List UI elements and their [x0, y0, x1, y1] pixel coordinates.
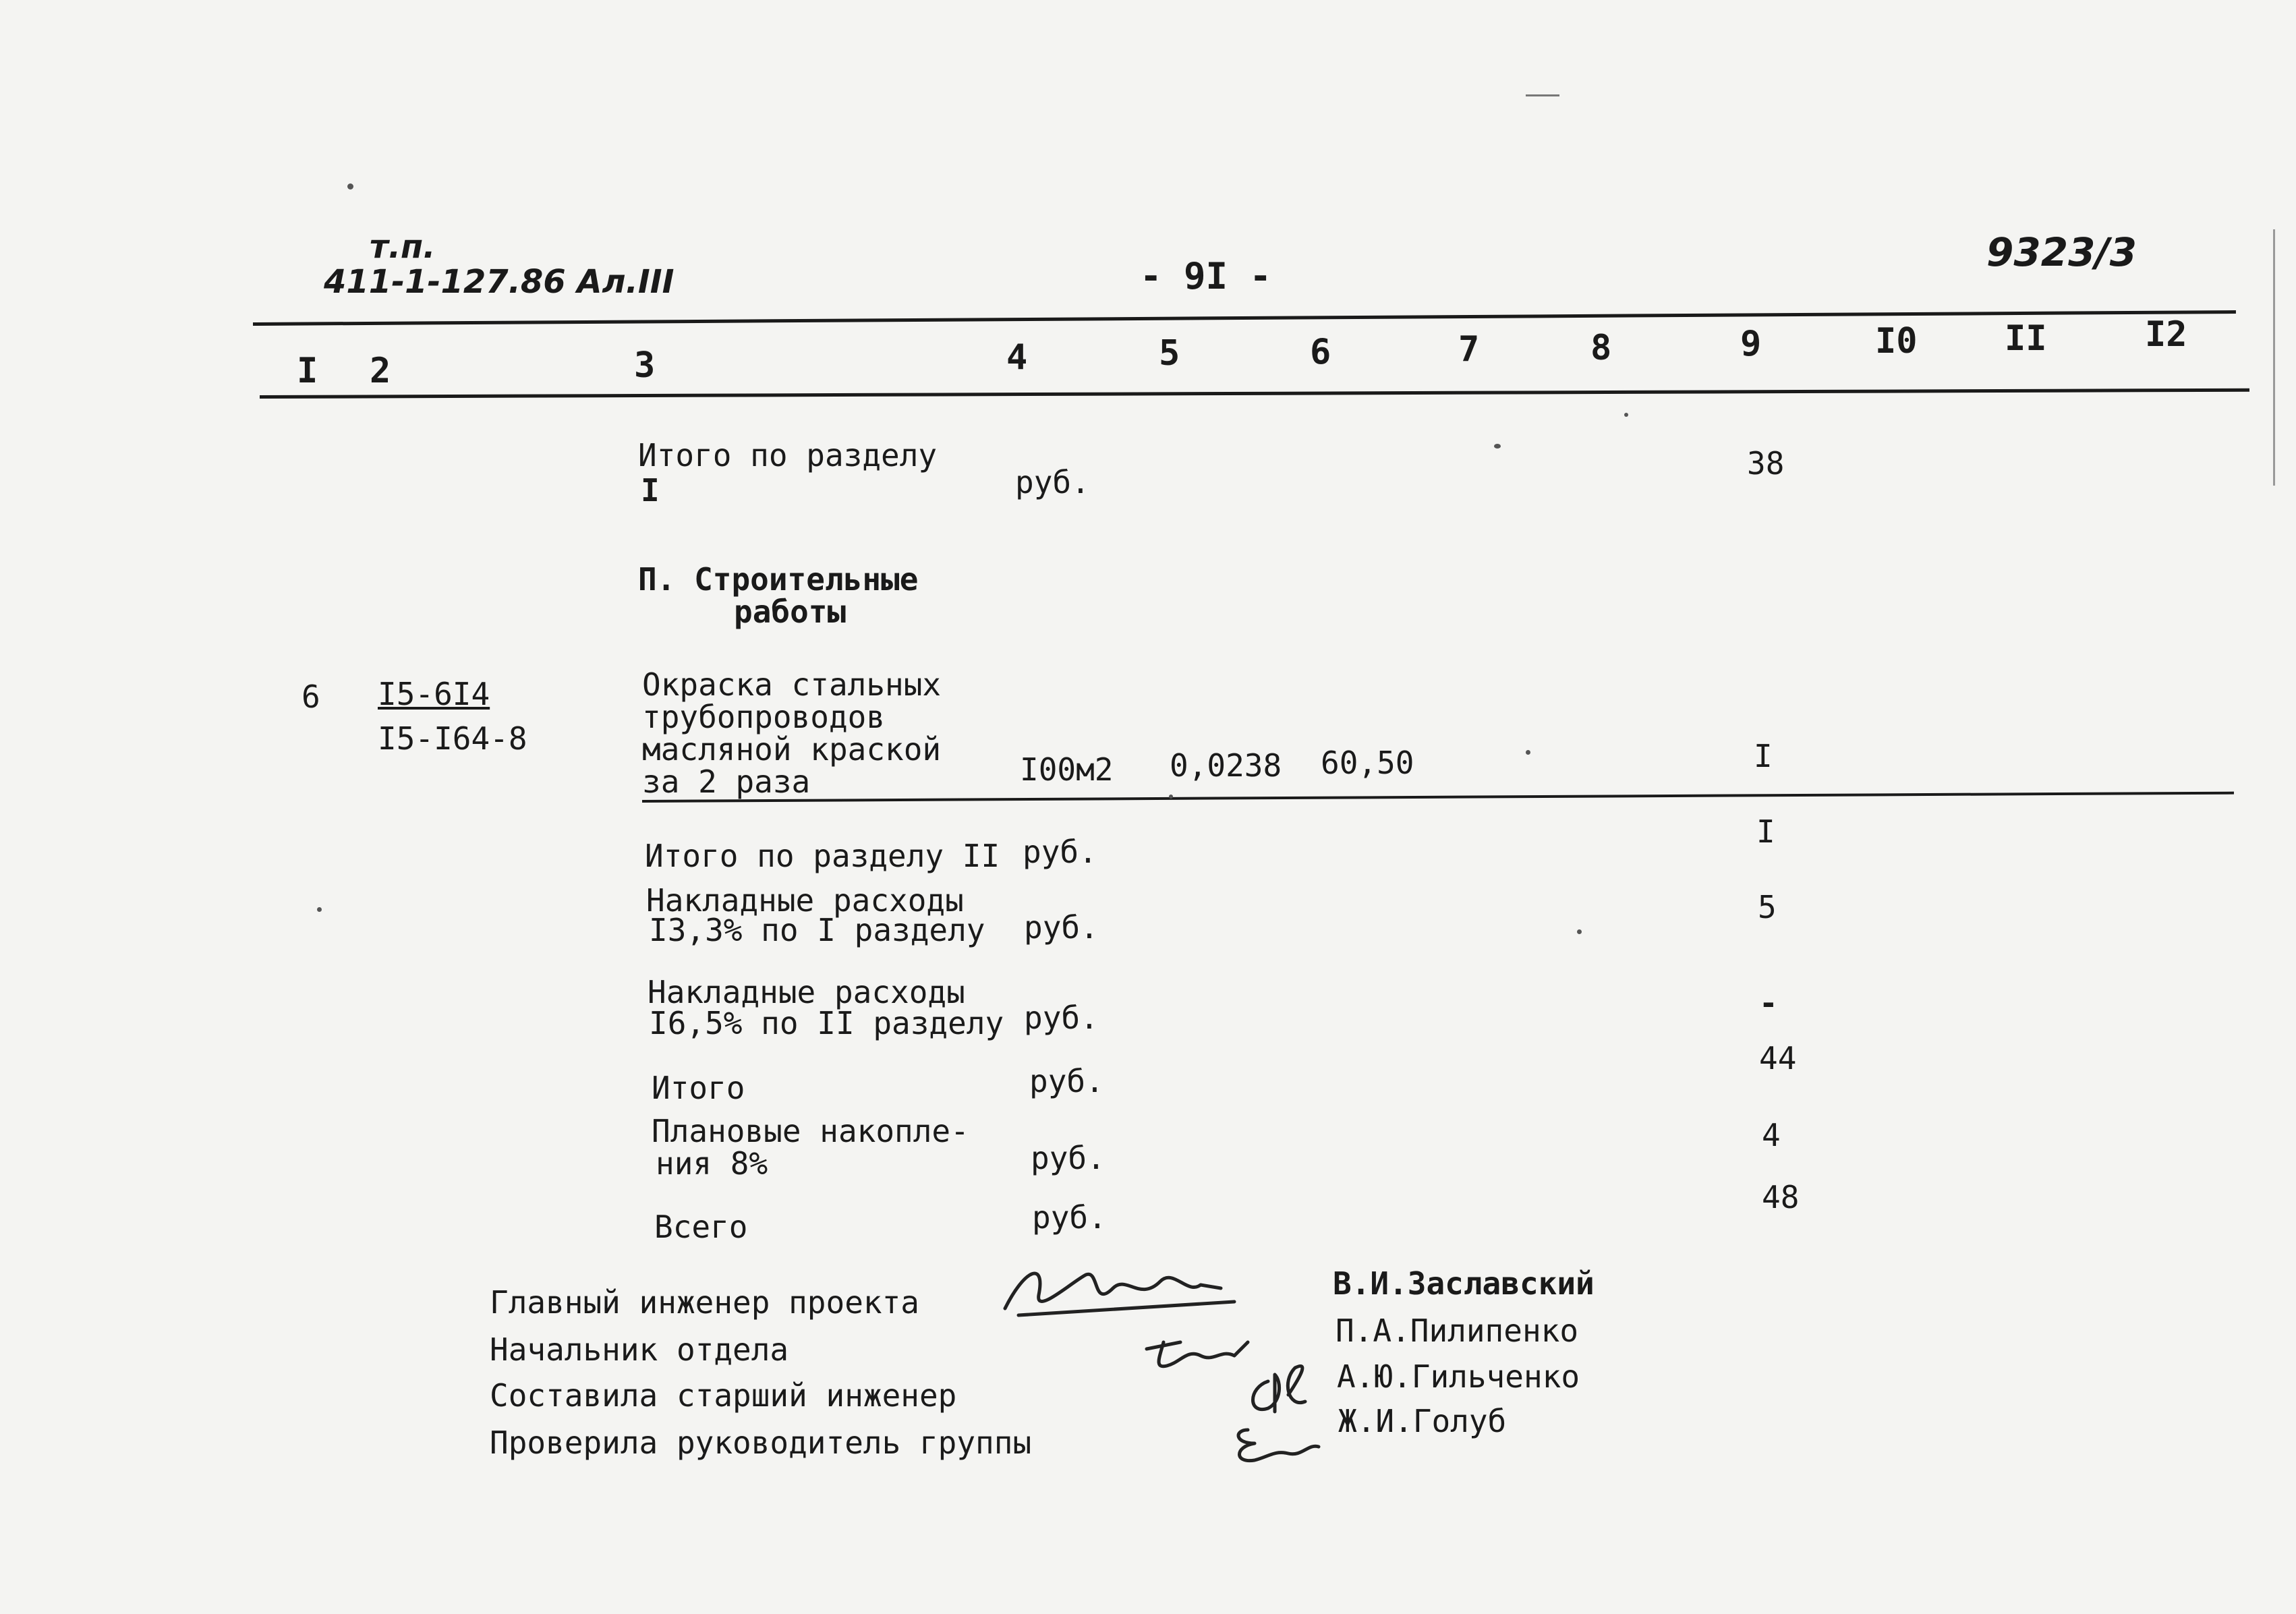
section-2-title: П. Строительные — [638, 561, 919, 598]
overhead-1-label: Накладные расходы — [646, 882, 964, 919]
item-6-desc-line-2: трубопроводов — [642, 699, 886, 735]
total-section-2-label: Итого по разделу II — [645, 838, 1000, 874]
item-6-desc-line-3: масляной краской — [642, 731, 942, 768]
total-section-1-num: I — [641, 472, 660, 509]
vsego-label: Всего — [654, 1209, 748, 1245]
item-6-code-main: I5-6I4 — [378, 676, 490, 712]
signature-name-pilipenko: П.А.Пилипенко — [1336, 1313, 1579, 1349]
overhead-2-sublabel: I6,5% по II разделу — [649, 1005, 1004, 1041]
col-header-10: I0 — [1875, 321, 1918, 362]
total-section-1-value: 38 — [1747, 445, 1785, 482]
overhead-1-sublabel: I3,3% по I разделу — [649, 912, 985, 948]
item-6-desc-line-1: Окраска стальных — [642, 666, 942, 703]
planned-value: 4 — [1762, 1117, 1781, 1153]
item-6-price: 60,50 — [1321, 745, 1414, 781]
total-section-1-label: Итого по разделу — [638, 437, 938, 473]
col-header-11: II — [2005, 318, 2047, 359]
scan-dash — [2273, 229, 2275, 486]
signature-role-chief-engineer: Главный инженер проекта — [490, 1284, 919, 1321]
signature-name-zaslavsky: В.И.Заславский — [1333, 1265, 1595, 1302]
header-bottom-rule — [260, 388, 2249, 399]
signature-role-senior-engineer: Составила старший инженер — [490, 1377, 957, 1414]
handwritten-signature-1 — [998, 1255, 1255, 1329]
handwritten-signature-3 — [1241, 1354, 1315, 1422]
col-header-7: 7 — [1458, 329, 1480, 370]
signature-name-gilchenko: А.Ю.Гильченко — [1337, 1358, 1580, 1395]
scan-speck — [1169, 795, 1173, 799]
overhead-1-unit: руб. — [1024, 909, 1099, 946]
planned-sublabel: ния 8% — [656, 1145, 768, 1182]
tp-label: т.п. — [370, 228, 436, 266]
scan-speck — [1624, 413, 1628, 417]
total-section-2-value: I — [1756, 813, 1775, 850]
item-6-quantity: 0,0238 — [1170, 747, 1282, 784]
planned-unit: руб. — [1031, 1140, 1106, 1176]
scan-speck — [317, 907, 322, 912]
section-2-subtitle: работы — [734, 594, 846, 630]
planned-label: Плановые накопле- — [652, 1113, 969, 1149]
col-header-6: 6 — [1310, 332, 1331, 372]
scan-speck — [1577, 929, 1582, 934]
col-header-12: I2 — [2145, 314, 2187, 355]
vsego-unit: руб. — [1032, 1199, 1107, 1236]
col-header-2: 2 — [370, 351, 391, 391]
signature-name-golub: Ж.И.Голуб — [1338, 1403, 1507, 1439]
item-6-number: 6 — [302, 679, 320, 715]
scan-dash — [1526, 94, 1559, 96]
col-header-3: 3 — [634, 345, 656, 386]
overhead-2-value: - — [1759, 985, 1778, 1021]
col-header-4: 4 — [1006, 337, 1028, 378]
itogo-unit: руб. — [1029, 1063, 1104, 1099]
scan-speck — [1494, 444, 1501, 449]
overhead-1-value: 5 — [1758, 889, 1777, 925]
header-top-rule — [253, 310, 2236, 326]
handwritten-signature-4 — [1228, 1416, 1322, 1470]
page-number: - 9I - — [1140, 255, 1272, 297]
archive-number: 9323/3 — [1986, 229, 2137, 275]
itogo-label: Итого — [652, 1070, 745, 1106]
overhead-2-unit: руб. — [1024, 1000, 1099, 1036]
item-6-code-sub: I5-I64-8 — [378, 720, 527, 757]
signature-role-group-leader: Проверила руководитель группы — [490, 1424, 1032, 1461]
col-header-8: 8 — [1590, 328, 1612, 368]
signature-role-department-head: Начальник отдела — [490, 1331, 789, 1368]
vsego-value: 48 — [1762, 1179, 1800, 1215]
itogo-value: 44 — [1759, 1040, 1797, 1076]
item-6-desc-line-4: за 2 раза — [642, 763, 811, 800]
col-header-1: I — [297, 351, 318, 391]
item-6-underline-rule — [642, 792, 2234, 803]
scan-speck — [347, 183, 353, 190]
total-section-2-unit: руб. — [1023, 834, 1097, 870]
total-section-1-unit: руб. — [1015, 464, 1090, 500]
scan-speck — [1526, 750, 1530, 755]
item-6-unit: I00м2 — [1020, 751, 1114, 788]
col-header-9: 9 — [1740, 324, 1762, 364]
item-6-total: I — [1754, 738, 1773, 774]
overhead-2-label: Накладные расходы — [648, 974, 965, 1010]
document-code: 411-1-127.86 Ал.III — [324, 263, 675, 301]
col-header-5: 5 — [1159, 333, 1180, 374]
